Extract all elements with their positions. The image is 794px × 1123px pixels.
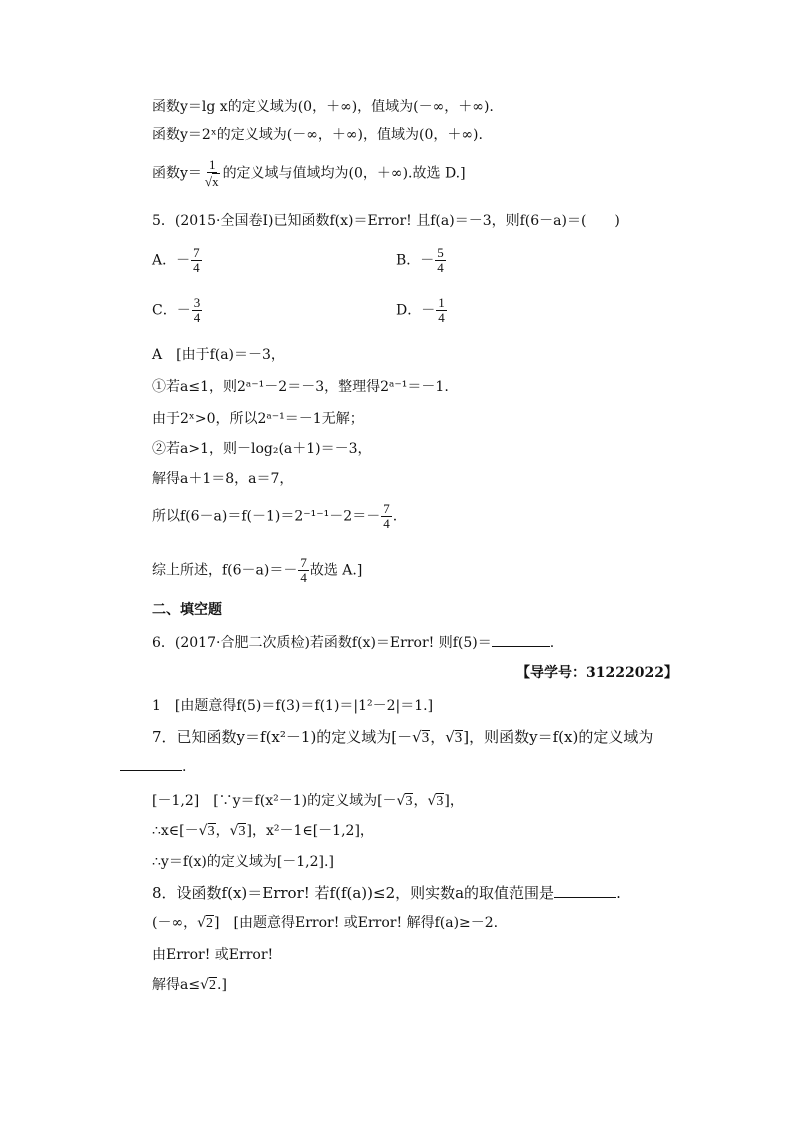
text-seg: (－∞，: [152, 915, 198, 931]
fraction: [436, 296, 447, 325]
reference-number: 【导学号：31222022】: [516, 665, 678, 681]
question-6: [152, 634, 554, 652]
radicand: 3: [436, 794, 444, 809]
denominator: 4: [438, 310, 445, 325]
denominator: 4: [383, 516, 390, 531]
text-seg: ，: [413, 793, 428, 809]
fraction: [298, 556, 309, 585]
text-seg: .: [392, 508, 398, 525]
answer-8-line-1: (－∞，√2] [由题意得Error! 或Error! 解得f(a)≥－2.: [152, 915, 499, 931]
numerator: 7: [193, 245, 200, 260]
text-line-reciprocal-sqrt: [152, 158, 466, 189]
text-seg: ] [由题意得Error! 或Error! 解得f(a)≥－2.: [214, 915, 499, 931]
denominator: 4: [193, 260, 200, 275]
option-label: C．－: [152, 302, 191, 319]
text-seg: ]，x²－1∈[－1,2]，: [246, 823, 374, 839]
question-7-blank-line: [120, 758, 186, 776]
fraction: [191, 246, 202, 275]
answer-6: 1 [由题意得f(5)＝f(3)＝f(1)＝|1²－2|＝1.]: [152, 698, 434, 714]
denominator: 4: [437, 260, 444, 275]
option-label: D．－: [396, 302, 436, 319]
question-5: 5．(2015·全国卷Ⅰ)已知函数f(x)＝Error! 且f(a)＝－3，则f(6－a)＝( ): [152, 213, 620, 229]
text-seg: ，: [215, 823, 230, 839]
text-line-lg-domain: 函数y＝lg x的定义域为(0，＋∞)，值域为(－∞，＋∞).: [152, 99, 494, 115]
text-seg: .: [616, 884, 621, 902]
solution-line-5: 解得a＋1＝8，a＝7，: [152, 471, 294, 487]
question-7: 7．已知函数y＝f(x²－1)的定义域为[－√3，√3]，则函数y＝f(x)的定义域为: [152, 728, 654, 746]
text-seg: .: [182, 759, 187, 775]
text-seg: 综上所述，f(6－a)＝－: [152, 562, 298, 579]
numerator: 1: [208, 157, 216, 172]
text-seg: 7．已知函数y＝f(x²－1)的定义域为[－: [152, 728, 413, 746]
text-seg: 8．设函数f(x)＝Error! 若f(f(a))≤2，则实数a的取值范围是: [152, 884, 555, 902]
answer-7-line-2: ∴x∈[－√3，√3]，x²－1∈[－1,2]，: [152, 823, 374, 839]
radicand: 2: [206, 916, 214, 931]
text-seg: 故选 A.]: [309, 562, 363, 579]
denominator: 4: [193, 310, 201, 325]
answer-8-line-2: 由Error! 或Error!: [152, 947, 274, 963]
numerator: 1: [438, 295, 445, 310]
solution-line-3: 由于2ˣ>0，所以2ᵃ⁻¹＝－1无解；: [152, 411, 364, 427]
text-seg: 所以f(6－a)＝f(－1)＝2⁻¹⁻¹－2＝－: [152, 508, 381, 525]
option-a: [152, 246, 203, 275]
answer-8-line-3: 解得a≤√2.]: [152, 977, 227, 993]
solution-line-2: ①若a≤1，则2ᵃ⁻¹－2＝－3，整理得2ᵃ⁻¹＝－1.: [152, 379, 449, 395]
radicand: 3: [207, 824, 215, 839]
numerator: 3: [193, 295, 201, 310]
numerator: 7: [300, 555, 307, 570]
answer-blank: [554, 885, 616, 898]
radicand: 3: [421, 730, 430, 746]
text-seg: 的定义域与值域均为(0，＋∞).故选 D.]: [222, 165, 466, 182]
solution-line-1: A [由于f(a)＝－3，: [152, 347, 285, 363]
option-label: A．－: [152, 252, 191, 269]
fraction: [381, 502, 392, 531]
numerator: 5: [437, 245, 444, 260]
answer-blank: [492, 634, 550, 647]
radicand: 3: [238, 824, 246, 839]
answer-blank: [120, 758, 182, 771]
text-line-exp-domain: 函数y＝2ˣ的定义域为(－∞，＋∞)，值域为(0，＋∞).: [152, 127, 483, 143]
text-seg: ]，则函数y＝f(x)的定义域为: [463, 728, 654, 746]
fraction: [203, 158, 222, 189]
question-8: [152, 884, 621, 902]
text-seg: [－1,2] [∵y＝f(x²－1)的定义域为[－: [152, 793, 397, 809]
solution-line-6: [152, 502, 397, 531]
option-d: [396, 296, 448, 325]
option-b: [396, 246, 447, 275]
solution-line-7: [152, 556, 362, 585]
text-seg: 函数y＝: [152, 165, 202, 182]
text-seg: .: [549, 635, 555, 651]
text-seg: .]: [217, 977, 227, 993]
section-heading: 二、填空题: [152, 602, 222, 618]
numerator: 7: [383, 501, 390, 516]
option-label: B．－: [396, 252, 435, 269]
answer-7-line-3: ∴y＝f(x)的定义域为[－1,2].]: [152, 854, 334, 870]
denominator: 4: [300, 570, 307, 585]
answer-7-line-1: [－1,2] [∵y＝f(x²－1)的定义域为[－√3，√3]，: [152, 793, 464, 809]
radicand: 3: [454, 730, 463, 746]
radicand: 3: [405, 794, 413, 809]
fraction: [192, 296, 203, 325]
solution-line-4: ②若a>1，则－log₂(a＋1)＝－3，: [152, 441, 372, 457]
text-seg: ]，: [444, 793, 464, 809]
text-seg: ∴x∈[－: [152, 823, 199, 839]
option-c: [152, 296, 203, 325]
fraction: [435, 246, 446, 275]
radicand: x: [212, 174, 219, 189]
text-seg: 6．(2017·合肥二次质检)若函数f(x)＝Error! 则f(5)＝: [152, 635, 492, 651]
text-seg: ，: [430, 728, 446, 746]
denominator: √x: [204, 174, 219, 189]
text-seg: 解得a≤: [152, 977, 201, 993]
radicand: 2: [209, 978, 216, 993]
